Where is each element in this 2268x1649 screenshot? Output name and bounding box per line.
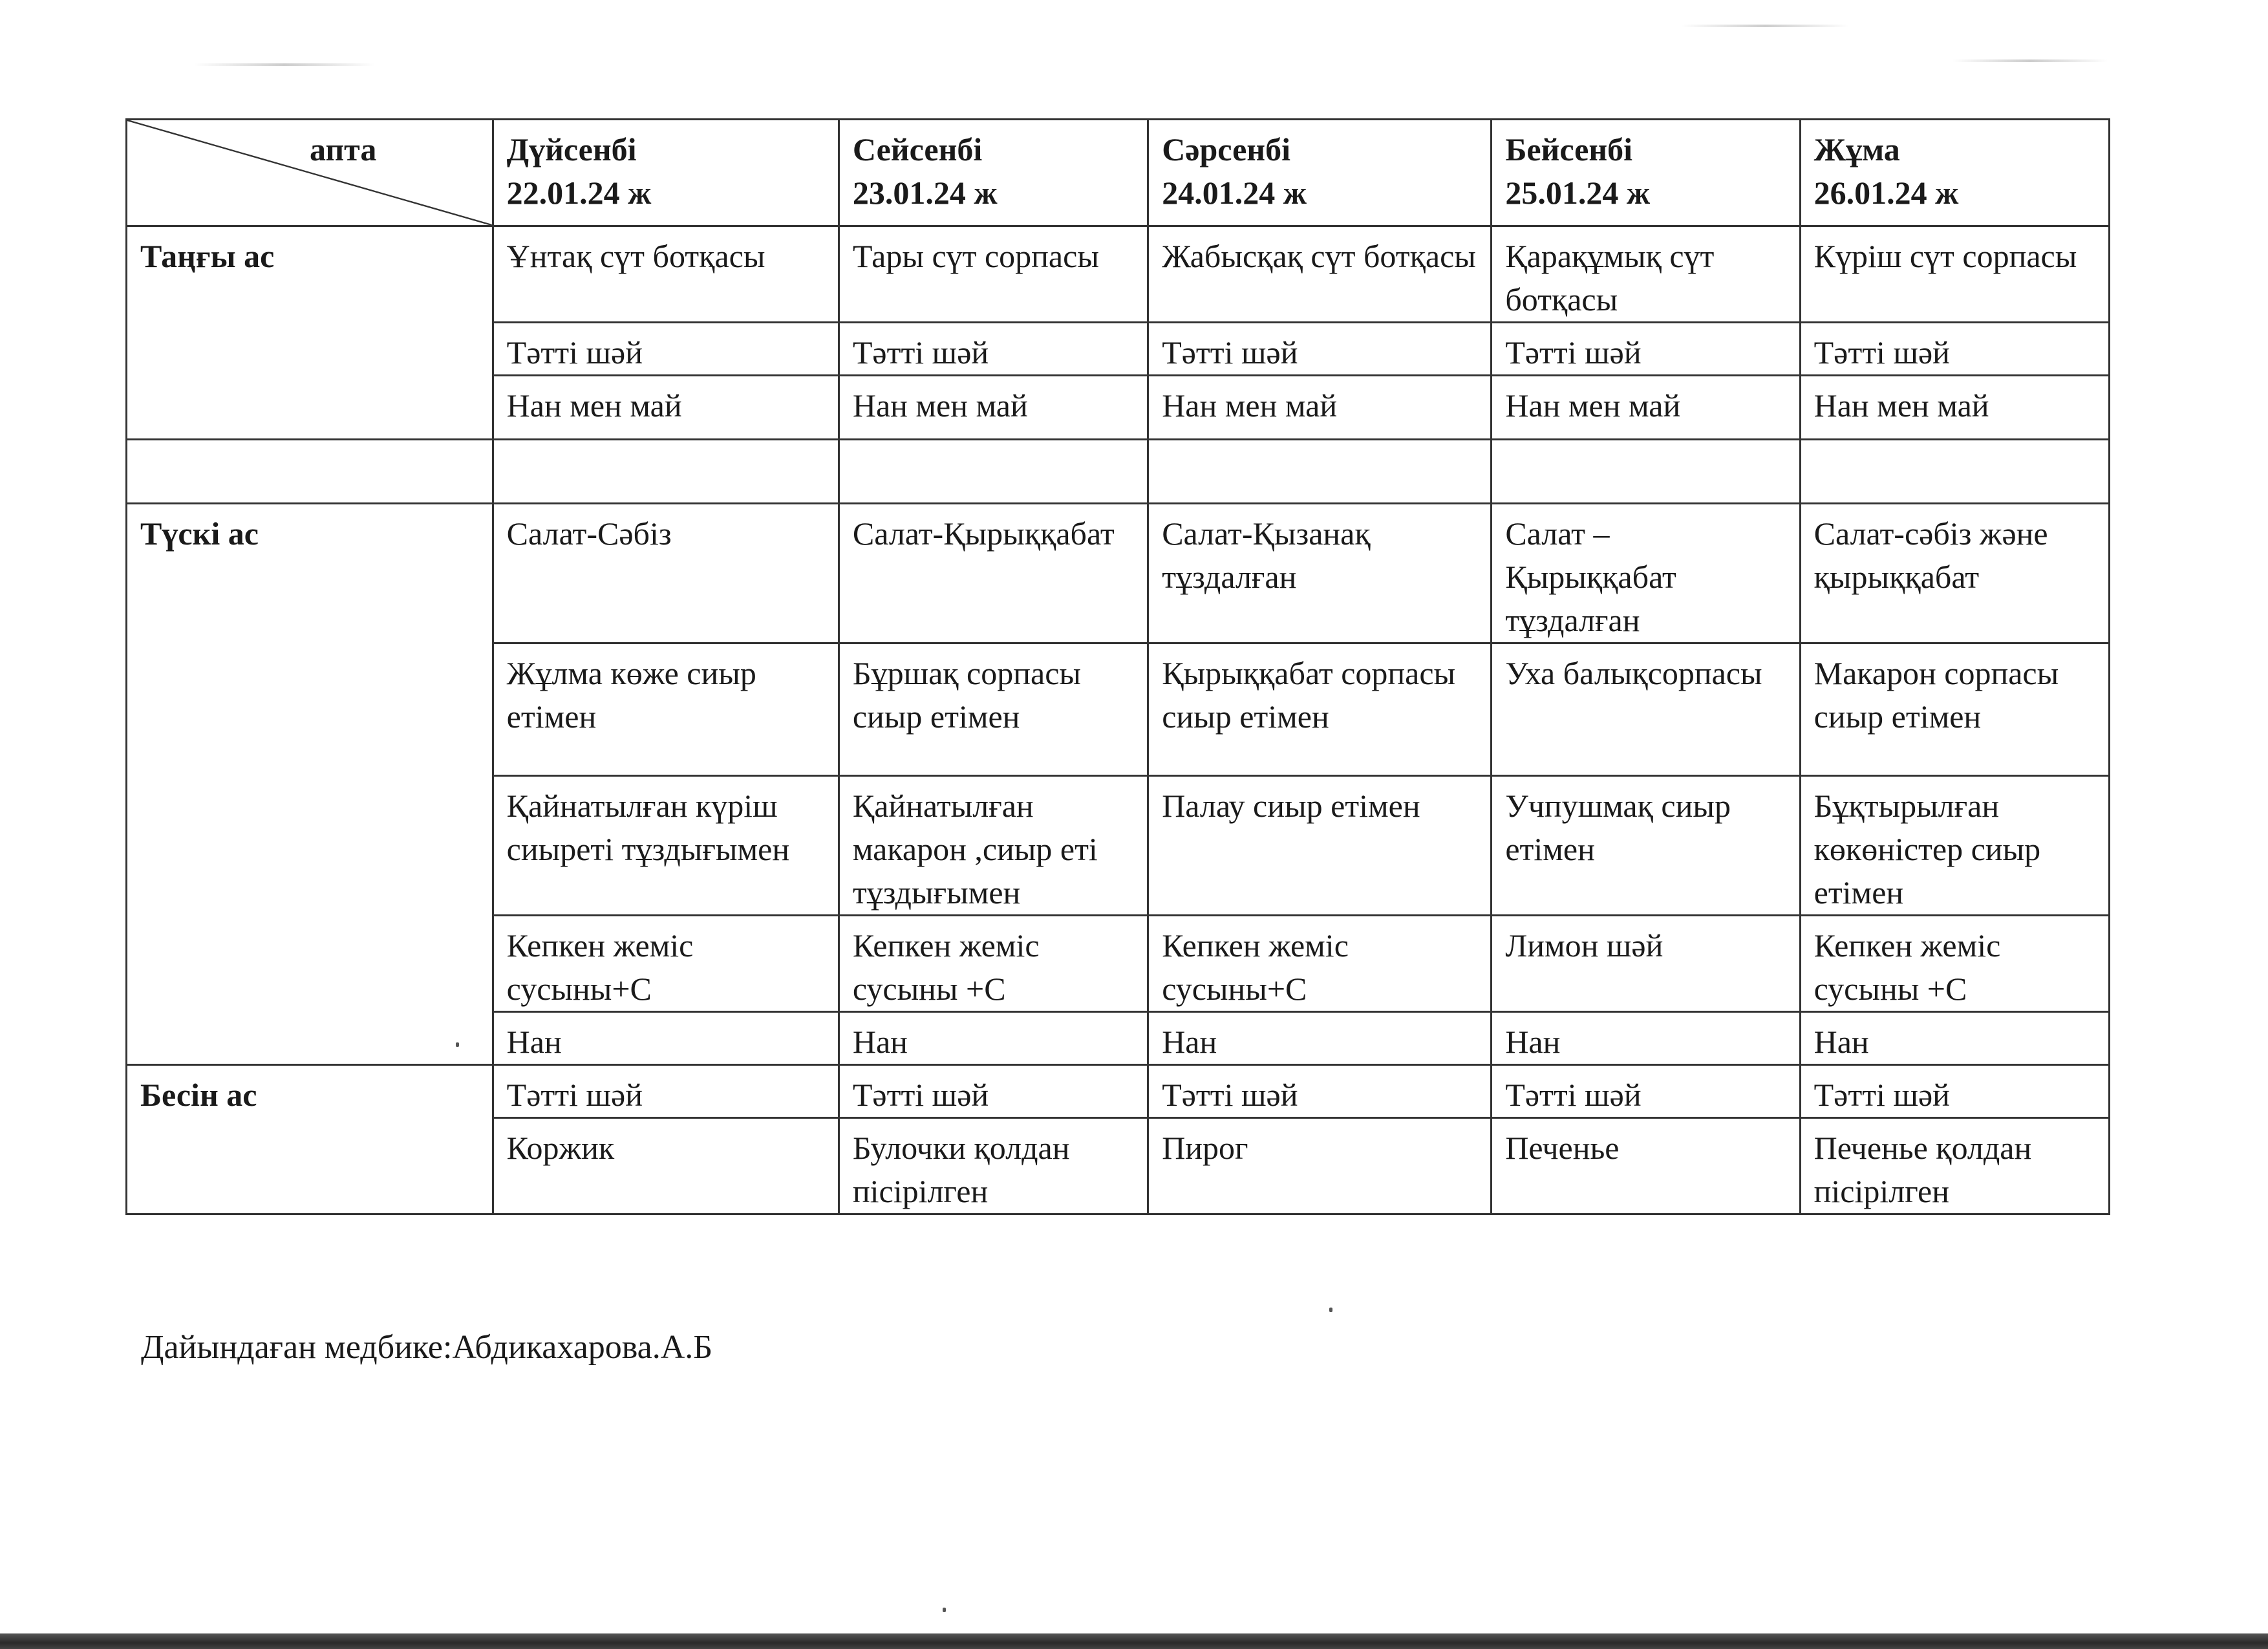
menu-cell: Салат – Қырыққабат тұздалған [1492, 504, 1800, 643]
menu-cell: Тәтті шәй [1800, 1065, 2109, 1118]
day-date: 25.01.24 ж [1505, 175, 1651, 211]
menu-cell: Тәтті шәй [1492, 1065, 1800, 1118]
menu-cell: Кепкен жеміс сусыны+С [1148, 916, 1492, 1012]
menu-cell: Салат-сәбіз және қырыққабат [1800, 504, 2109, 643]
meal-label-lunch: Түскі ас [127, 504, 493, 1065]
menu-cell: Тәтті шәй [1148, 1065, 1492, 1118]
scan-speck [943, 1608, 946, 1612]
empty-cell [1148, 440, 1492, 504]
menu-cell: Тары сүт сорпасы [839, 226, 1148, 323]
menu-cell: Салат-Қызанақ тұздалған [1148, 504, 1492, 643]
week-label: апта [310, 131, 377, 167]
scan-speck [456, 1042, 459, 1047]
menu-cell: Тәтті шәй [1492, 323, 1800, 376]
day-header [839, 120, 1148, 226]
menu-cell: Қайнатылған күріш сиыреті тұздығымен [493, 776, 839, 916]
menu-cell: Булочки қолдан пісірілген [839, 1118, 1148, 1214]
corner-cell [127, 120, 493, 226]
menu-cell: Салат-Сәбіз [493, 504, 839, 643]
menu-cell: Күріш сүт сорпасы [1800, 226, 2109, 323]
day-header [1800, 120, 2109, 226]
scan-smudge [194, 63, 375, 66]
menu-cell: Жұлма көже сиыр етімен [493, 643, 839, 776]
day-date: 24.01.24 ж [1162, 175, 1307, 211]
menu-cell: Учпушмақ сиыр етімен [1492, 776, 1800, 916]
menu-cell: Пирог [1148, 1118, 1492, 1214]
menu-cell: Жабысқақ сүт ботқасы [1148, 226, 1492, 323]
table-row [127, 1065, 2110, 1118]
day-header [1148, 120, 1492, 226]
empty-cell [493, 440, 839, 504]
meal-label-snack: Бесін ас [127, 1065, 493, 1214]
day-name: Дүйсенбі [506, 131, 637, 167]
menu-cell: Нан [839, 1012, 1148, 1065]
menu-cell: Бұқтырылған көкөністер сиыр етімен [1800, 776, 2109, 916]
menu-cell: Нан [493, 1012, 839, 1065]
menu-cell: Нан мен май [1800, 376, 2109, 440]
day-name: Сәрсенбі [1162, 131, 1290, 167]
menu-cell: Кепкен жеміс сусыны+С [493, 916, 839, 1012]
meal-label-breakfast: Таңғы ас [127, 226, 493, 440]
menu-cell: Нан [1800, 1012, 2109, 1065]
menu-cell: Лимон шәй [1492, 916, 1800, 1012]
menu-cell: Ұнтақ сүт ботқасы [493, 226, 839, 323]
day-header [493, 120, 839, 226]
menu-cell: Қайнатылған макарон ,сиыр еті тұздығымен [839, 776, 1148, 916]
scan-edge [0, 1633, 2268, 1649]
day-name: Сейсенбі [852, 131, 983, 167]
menu-cell: Коржик [493, 1118, 839, 1214]
weekly-menu-table [125, 118, 2110, 1215]
menu-cell: Нан [1148, 1012, 1492, 1065]
menu-cell: Нан [1492, 1012, 1800, 1065]
scan-smudge [1681, 25, 1849, 27]
menu-cell: Нан мен май [839, 376, 1148, 440]
day-date: 26.01.24 ж [1813, 175, 1959, 211]
menu-cell: Печенье қолдан пісірілген [1800, 1118, 2109, 1214]
day-name: Жұма [1813, 131, 1900, 167]
day-name: Бейсенбі [1505, 131, 1633, 167]
menu-cell: Нан мен май [1148, 376, 1492, 440]
header-row [127, 120, 2110, 226]
menu-cell: Палау сиыр етімен [1148, 776, 1492, 916]
empty-cell [839, 440, 1148, 504]
menu-cell: Салат-Қырыққабат [839, 504, 1148, 643]
menu-cell: Қырыққабат сорпасы сиыр етімен [1148, 643, 1492, 776]
menu-cell: Нан мен май [1492, 376, 1800, 440]
menu-cell: Тәтті шәй [1148, 323, 1492, 376]
empty-row [127, 440, 2110, 504]
menu-cell: Нан мен май [493, 376, 839, 440]
menu-cell: Макарон сорпасы сиыр етімен [1800, 643, 2109, 776]
menu-cell: Тәтті шәй [493, 323, 839, 376]
menu-cell: Тәтті шәй [839, 1065, 1148, 1118]
table-row [127, 504, 2110, 643]
table-row [127, 226, 2110, 323]
empty-cell [127, 440, 493, 504]
day-date: 23.01.24 ж [852, 175, 998, 211]
day-header [1492, 120, 1800, 226]
menu-cell: Тәтті шәй [1800, 323, 2109, 376]
menu-cell: Бұршақ сорпасы сиыр етімен [839, 643, 1148, 776]
menu-cell: Кепкен жеміс сусыны +С [839, 916, 1148, 1012]
menu-cell: Кепкен жеміс сусыны +С [1800, 916, 2109, 1012]
scan-smudge [1952, 59, 2108, 62]
menu-cell: Тәтті шәй [839, 323, 1148, 376]
menu-cell: Қарақұмық сүт ботқасы [1492, 226, 1800, 323]
prepared-by-signature: Дайындаған медбике:Абдикахарова.А.Б [141, 1329, 713, 1366]
menu-cell: Тәтті шәй [493, 1065, 839, 1118]
menu-cell: Печенье [1492, 1118, 1800, 1214]
scan-speck [1329, 1308, 1332, 1312]
empty-cell [1800, 440, 2109, 504]
day-date: 22.01.24 ж [506, 175, 652, 211]
menu-cell: Уха балықсорпасы [1492, 643, 1800, 776]
empty-cell [1492, 440, 1800, 504]
